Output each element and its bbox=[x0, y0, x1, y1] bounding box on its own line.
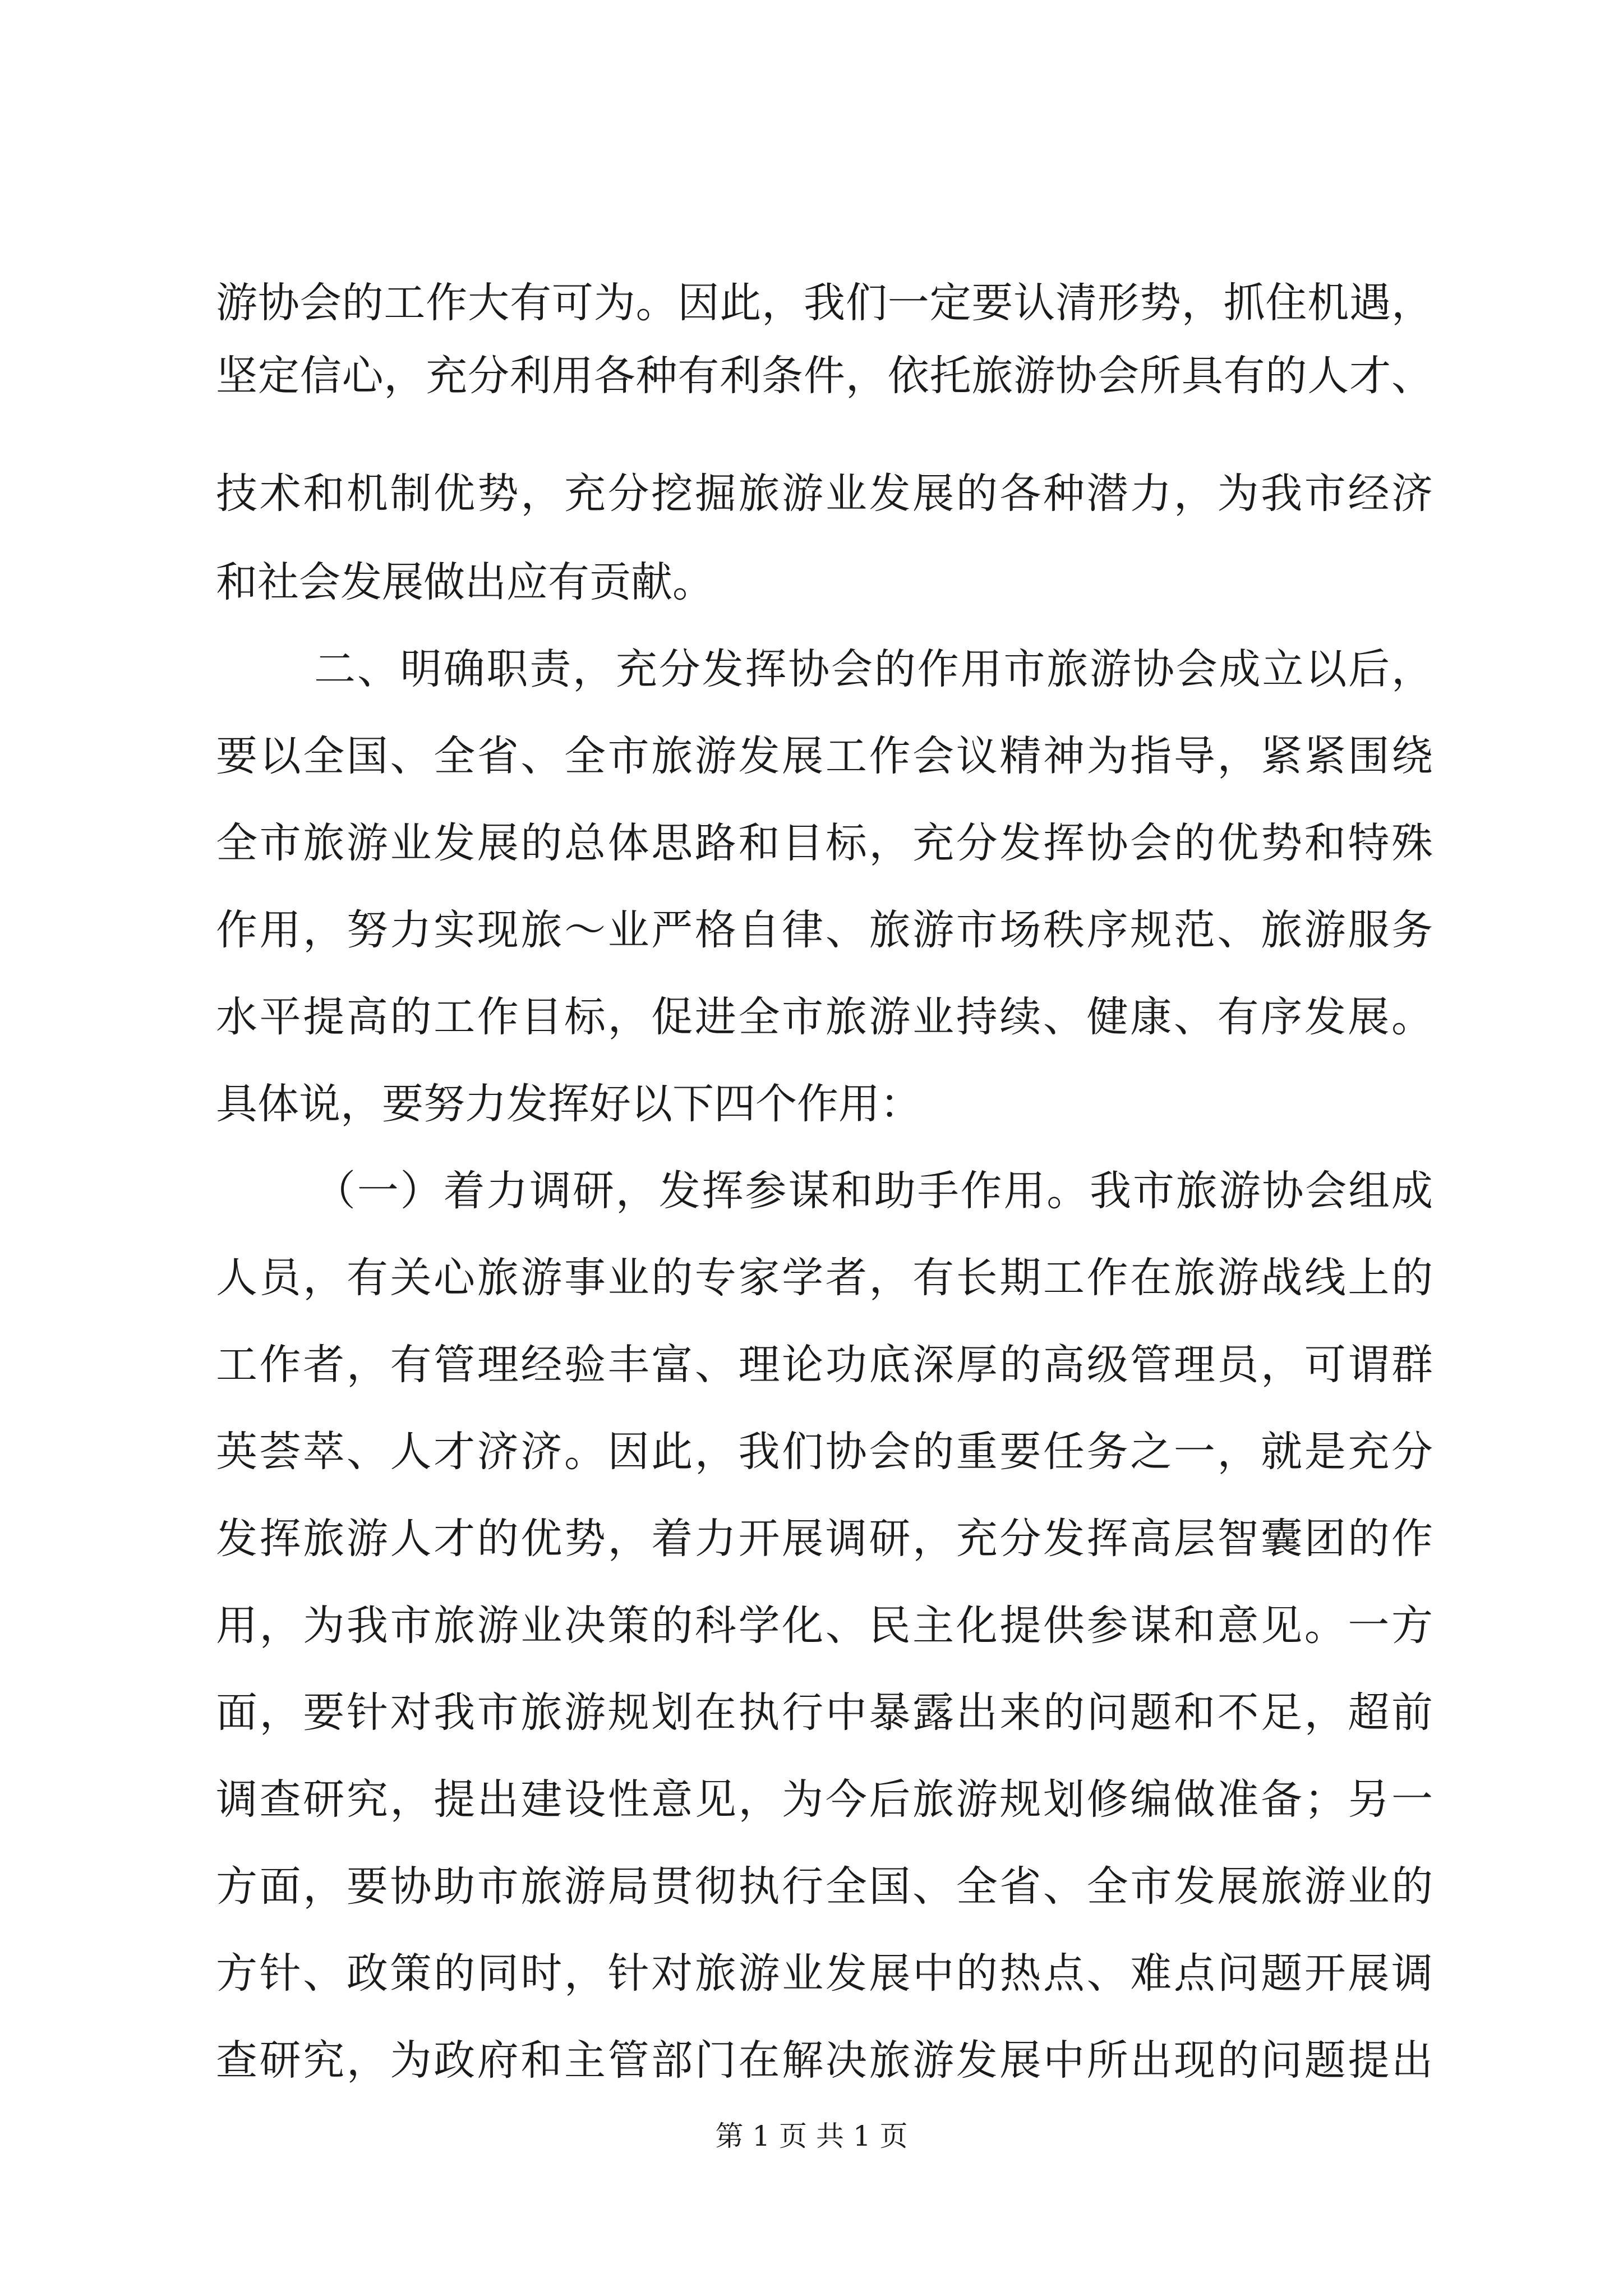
body-text-line: 用，为我市旅游业决策的科学化、民主化提供参谋和意见。一方 bbox=[216, 1602, 1433, 1650]
section-heading-line: 二、明确职责，充分发挥协会的作用市旅游协会成立以后， bbox=[314, 645, 1433, 693]
body-text-line: 工作者，有管理经验丰富、理论功底深厚的高级管理员，可谓群 bbox=[216, 1341, 1433, 1389]
body-text-line: 面，要针对我市旅游规划在执行中暴露出来的问题和不足，超前 bbox=[216, 1688, 1433, 1737]
body-text-line: 技术和机制优势，充分挖掘旅游业发展的各种潜力，为我市经济 bbox=[216, 470, 1433, 518]
subsection-heading-line: （一）着力调研，发挥参谋和助手作用。我市旅游协会组成 bbox=[314, 1167, 1433, 1215]
body-text-line: 和社会发展做出应有贡献。 bbox=[216, 558, 714, 606]
body-text-line: 方面，要协助市旅游局贯彻执行全国、全省、全市发展旅游业的 bbox=[216, 1862, 1433, 1911]
body-text-line: 水平提高的工作目标，促进全市旅游业持续、健康、有序发展。 bbox=[216, 993, 1433, 1041]
body-text-line: 查研究，为政府和主管部门在解决旅游发展中所出现的问题提出 bbox=[216, 2036, 1433, 2085]
body-text-line: 调查研究，提出建设性意见，为今后旅游规划修编做准备；另一 bbox=[216, 1775, 1433, 1824]
body-text-line: 英荟萃、人才济济。因此，我们协会的重要任务之一，就是充分 bbox=[216, 1428, 1433, 1476]
body-text-line: 发挥旅游人才的优势，着力开展调研，充分发挥高层智囊团的作 bbox=[216, 1515, 1433, 1563]
body-text-line: 人员，有关心旅游事业的专家学者，有长期工作在旅游战线上的 bbox=[216, 1254, 1433, 1302]
body-text-line: 坚定信心，充分利用各种有利条件，依托旅游协会所具有的人才、 bbox=[216, 352, 1433, 400]
body-text-line: 作用，努力实现旅～业严格自律、旅游市场秩序规范、旅游服务 bbox=[216, 906, 1433, 954]
body-text-line: 要以全国、全省、全市旅游发展工作会议精神为指导，紧紧围绕 bbox=[216, 732, 1433, 780]
body-text-line: 方针、政策的同时，针对旅游业发展中的热点、难点问题开展调 bbox=[216, 1949, 1433, 1998]
page-number-footer: 第 1 页 共 1 页 bbox=[715, 2120, 908, 2152]
body-text-line: 游协会的工作大有可为。因此，我们一定要认清形势，抓住机遇， bbox=[216, 279, 1433, 327]
body-text-line: 全市旅游业发展的总体思路和目标，充分发挥协会的优势和特殊 bbox=[216, 819, 1433, 867]
body-text-line: 具体说，要努力发挥好以下四个作用： bbox=[216, 1080, 921, 1128]
